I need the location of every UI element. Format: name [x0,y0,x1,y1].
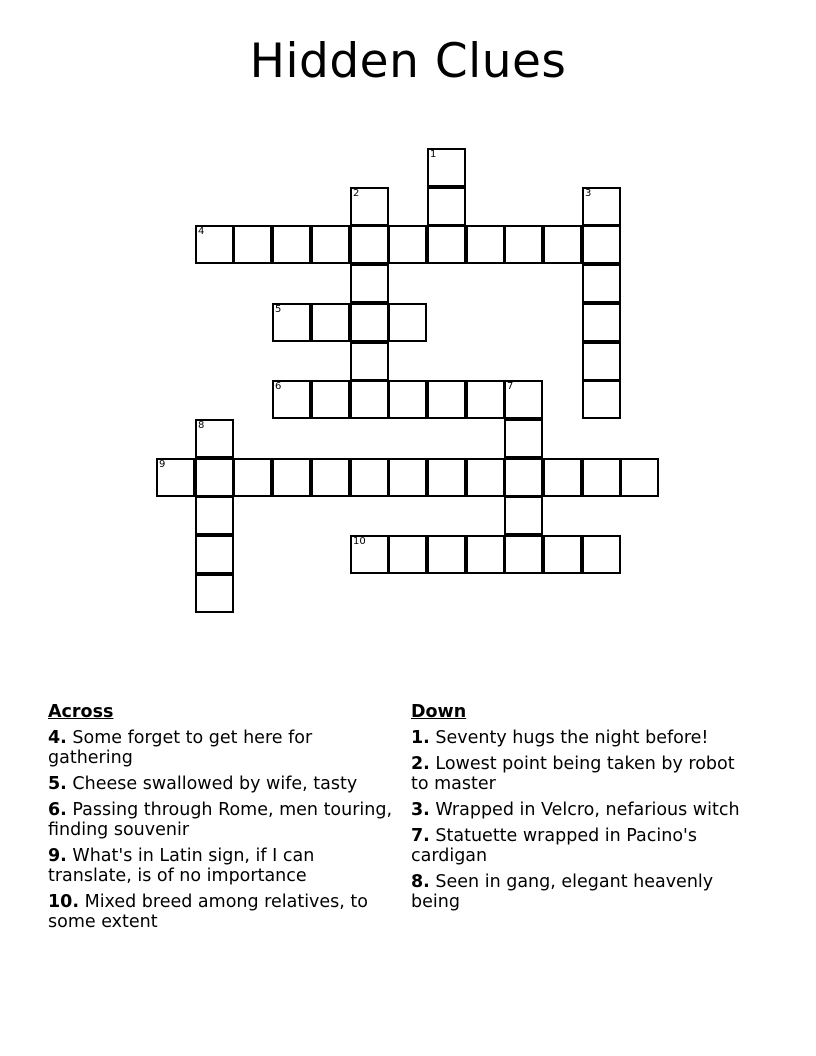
down-clues [411,702,756,918]
clue-number: 8. [411,872,430,892]
grid-cell[interactable] [427,535,466,574]
grid-cell[interactable] [233,225,272,264]
grid-cell[interactable] [388,303,427,342]
grid-cell[interactable] [582,264,621,303]
grid-cell[interactable] [311,458,350,497]
grid-cell[interactable] [195,458,234,497]
across-clues [48,702,398,938]
grid-cell[interactable] [350,535,389,574]
grid-cell[interactable] [504,496,543,535]
grid-cell[interactable] [582,458,621,497]
clue-number: 10. [48,892,80,912]
grid-cell[interactable] [350,187,389,226]
grid-cell[interactable] [388,380,427,419]
grid-cell[interactable] [350,458,389,497]
down-clue [411,872,756,912]
across-clue [48,728,398,768]
grid-cell[interactable] [350,303,389,342]
grid-cell[interactable] [543,458,582,497]
grid-cell[interactable] [504,419,543,458]
across-clue [48,846,398,886]
grid-cell[interactable] [504,458,543,497]
grid-cell[interactable] [427,225,466,264]
grid-cell[interactable] [582,380,621,419]
clue-number: 5. [48,774,67,794]
grid-cell[interactable] [350,380,389,419]
cell-number: 4 [198,226,205,237]
grid-cell[interactable] [582,342,621,381]
grid-cell[interactable] [272,380,311,419]
grid-cell[interactable] [311,380,350,419]
grid-cell[interactable] [350,342,389,381]
cell-number: 5 [275,304,282,315]
grid-cell[interactable] [582,535,621,574]
clue-text: Lowest point being taken by robot to master [411,754,735,794]
grid-cell[interactable] [543,225,582,264]
grid-cell[interactable] [466,535,505,574]
clue-number: 3. [411,800,430,820]
down-clue [411,754,756,794]
grid-cell[interactable] [543,535,582,574]
clue-text: What's in Latin sign, if I can translate, is of no importance [48,846,315,886]
cell-number: 2 [353,188,360,199]
cell-number: 8 [198,420,205,431]
grid-cell[interactable] [195,535,234,574]
grid-cell[interactable] [466,225,505,264]
grid-cell[interactable] [350,225,389,264]
clue-text: Passing through Rome, men touring, finding souvenir [48,800,393,840]
grid-cell[interactable] [156,458,195,497]
across-clue [48,892,398,932]
cell-number: 3 [585,188,592,199]
cell-number: 6 [275,381,282,392]
cell-number: 1 [430,149,437,160]
cell-number: 9 [159,459,166,470]
grid-cell[interactable] [195,419,234,458]
grid-cell[interactable] [466,458,505,497]
grid-cell[interactable] [582,303,621,342]
across-heading: Across [48,702,114,722]
grid-cell[interactable] [466,380,505,419]
down-clue [411,728,756,748]
grid-cell[interactable] [272,303,311,342]
grid-cell[interactable] [195,496,234,535]
grid-cell[interactable] [388,225,427,264]
down-heading: Down [411,702,467,722]
clue-text: Mixed breed among relatives, to some extent [48,892,368,932]
clue-text: Cheese swallowed by wife, tasty [72,774,358,794]
clue-number: 4. [48,728,67,748]
down-clue [411,800,756,820]
across-clue [48,774,398,794]
across-clue [48,800,398,840]
clue-number: 9. [48,846,67,866]
grid-cell[interactable] [350,264,389,303]
clue-text: Seen in gang, elegant heavenly being [411,872,714,912]
grid-cell[interactable] [582,187,621,226]
grid-cell[interactable] [504,380,543,419]
page-title: Hidden Clues [249,34,567,89]
clue-number: 1. [411,728,430,748]
clue-text: Seventy hugs the night before! [435,728,709,748]
grid-cell[interactable] [195,225,234,264]
clue-number: 7. [411,826,430,846]
grid-cell[interactable] [233,458,272,497]
grid-cell[interactable] [620,458,659,497]
grid-cell[interactable] [427,458,466,497]
cell-number: 7 [507,381,514,392]
grid-cell[interactable] [427,380,466,419]
grid-cell[interactable] [311,225,350,264]
grid-cell[interactable] [582,225,621,264]
clue-text: Statuette wrapped in Pacino's cardigan [411,826,697,866]
grid-cell[interactable] [272,458,311,497]
grid-cell[interactable] [504,535,543,574]
clue-text: Wrapped in Velcro, nefarious witch [435,800,740,820]
clue-text: Some forget to get here for gathering [48,728,313,768]
grid-cell[interactable] [388,458,427,497]
down-clue [411,826,756,866]
grid-cell[interactable] [272,225,311,264]
grid-cell[interactable] [427,148,466,187]
grid-cell[interactable] [311,303,350,342]
grid-cell[interactable] [388,535,427,574]
grid-cell[interactable] [427,187,466,226]
clue-number: 2. [411,754,430,774]
grid-cell[interactable] [504,225,543,264]
cell-number: 10 [353,536,366,547]
grid-cell[interactable] [195,574,234,613]
clue-number: 6. [48,800,67,820]
